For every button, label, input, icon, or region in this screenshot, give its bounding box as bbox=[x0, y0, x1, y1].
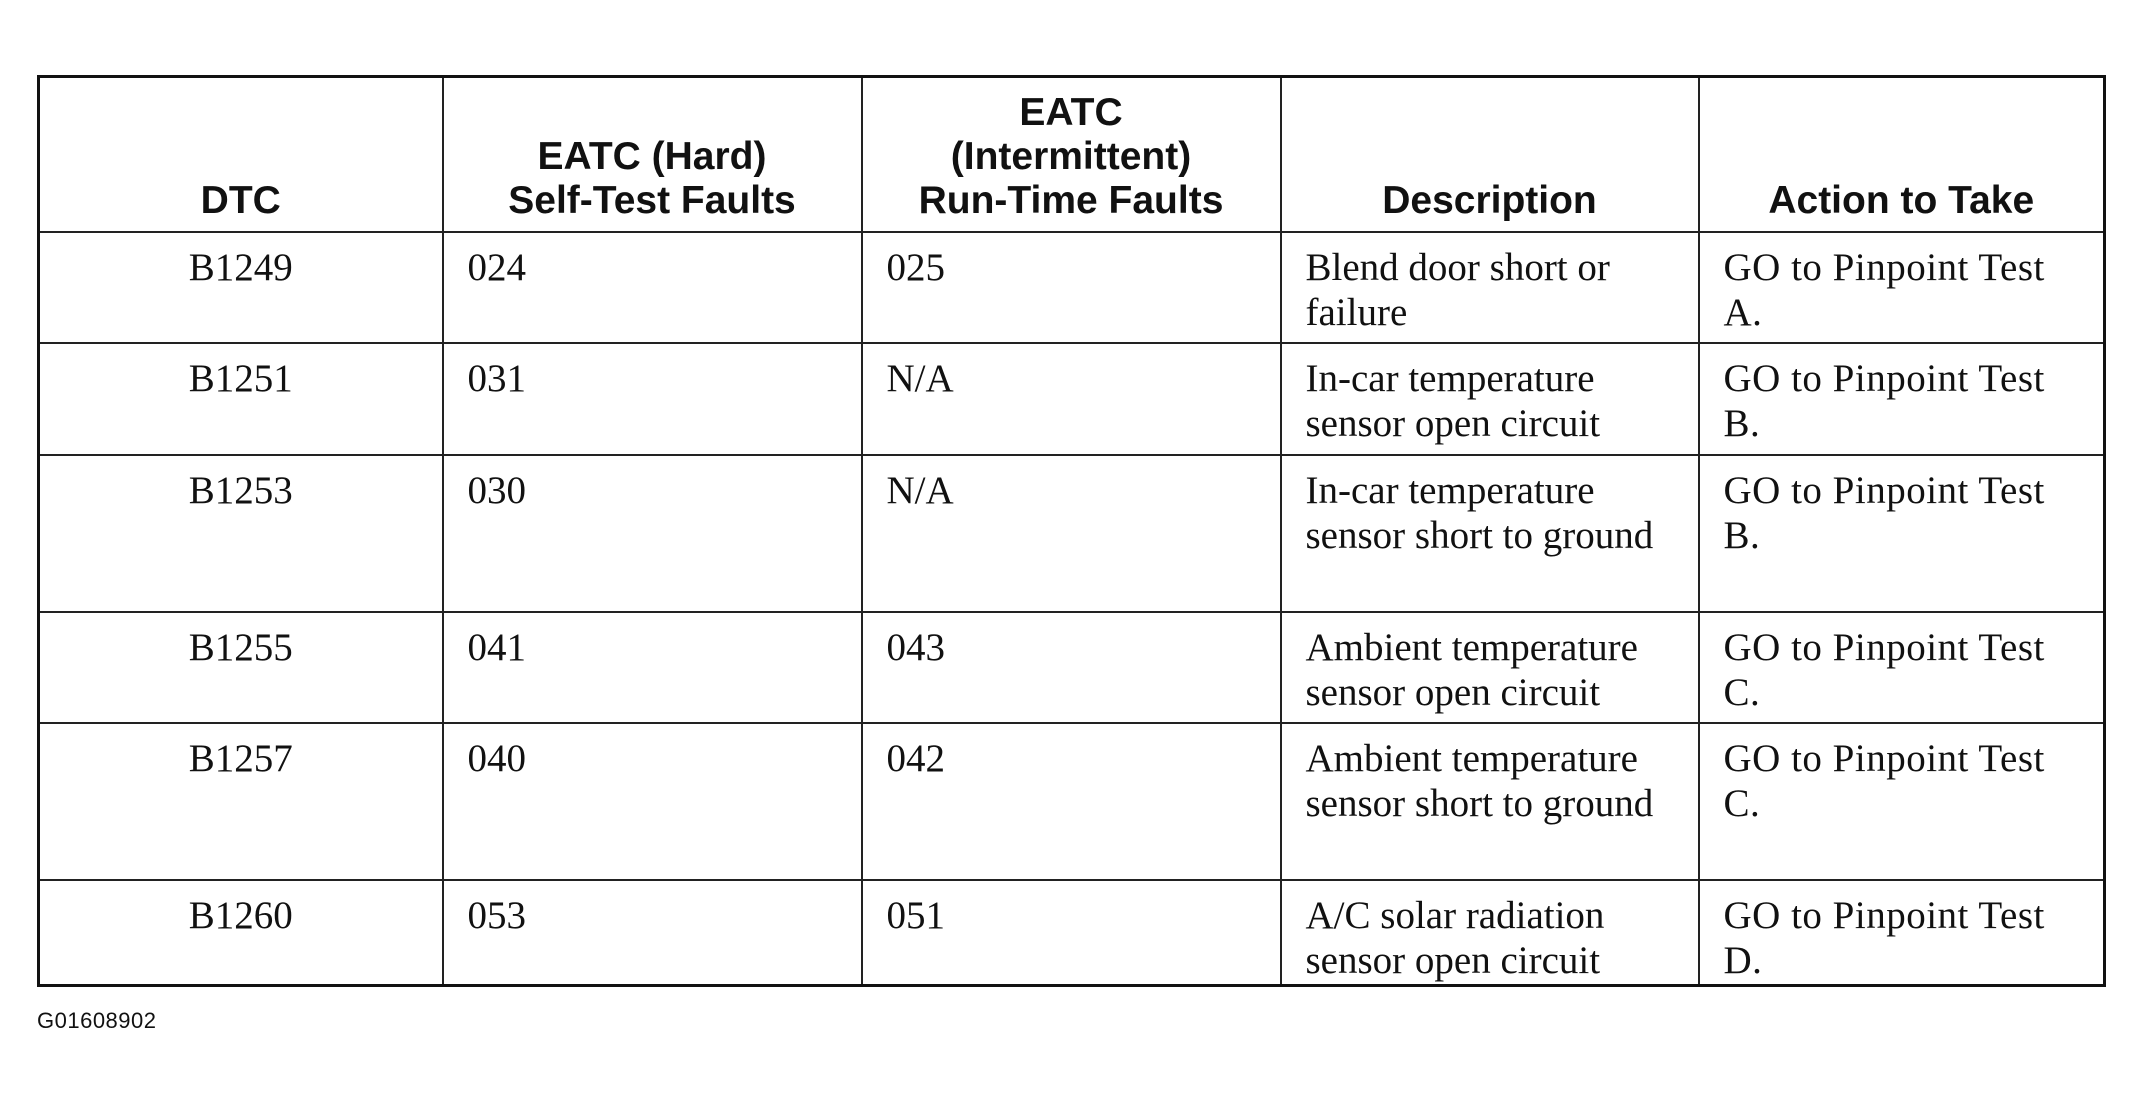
cell-description: In-car temperature sensor short to ground bbox=[1281, 455, 1699, 612]
cell-action: GO to Pinpoint Test C. bbox=[1699, 612, 2105, 724]
cell-hard-fault: 053 bbox=[443, 880, 862, 985]
figure-id-caption: G01608902 bbox=[37, 1008, 157, 1033]
cell-hard-fault: 031 bbox=[443, 343, 862, 455]
cell-description: A/C solar radiation sensor open circuit bbox=[1281, 880, 1699, 985]
table-row bbox=[39, 455, 2105, 612]
cell-intermittent-fault: 051 bbox=[862, 880, 1281, 985]
cell-action: GO to Pinpoint Test C. bbox=[1699, 723, 2105, 880]
table-row bbox=[39, 880, 2105, 985]
table-row bbox=[39, 612, 2105, 724]
cell-intermittent-fault: 043 bbox=[862, 612, 1281, 724]
cell-dtc: B1255 bbox=[39, 612, 443, 724]
cell-hard-fault: 040 bbox=[443, 723, 862, 880]
cell-hard-fault: 041 bbox=[443, 612, 862, 724]
header-description: Description bbox=[1281, 77, 1699, 232]
cell-hard-fault: 030 bbox=[443, 455, 862, 612]
cell-description: Ambient temperature sensor open circuit bbox=[1281, 612, 1699, 724]
cell-dtc: B1253 bbox=[39, 455, 443, 612]
header-intermittent-run-time-faults: EATC (Intermittent) Run-Time Faults bbox=[862, 77, 1281, 232]
cell-description: In-car temperature sensor open circuit bbox=[1281, 343, 1699, 455]
cell-action: GO to Pinpoint Test B. bbox=[1699, 455, 2105, 612]
cell-dtc: B1251 bbox=[39, 343, 443, 455]
cell-dtc: B1257 bbox=[39, 723, 443, 880]
table-row bbox=[39, 723, 2105, 880]
table-row bbox=[39, 343, 2105, 455]
cell-dtc: B1260 bbox=[39, 880, 443, 985]
header-row bbox=[39, 77, 2105, 232]
cell-action: GO to Pinpoint Test B. bbox=[1699, 343, 2105, 455]
dtc-table bbox=[37, 75, 2106, 987]
cell-hard-fault: 024 bbox=[443, 232, 862, 344]
header-hard-self-test-faults: EATC (Hard) Self-Test Faults bbox=[443, 77, 862, 232]
cell-action: GO to Pinpoint Test D. bbox=[1699, 880, 2105, 985]
cell-description: Ambient temperature sensor short to ground bbox=[1281, 723, 1699, 880]
cell-intermittent-fault: 042 bbox=[862, 723, 1281, 880]
cell-intermittent-fault: N/A bbox=[862, 455, 1281, 612]
cell-dtc: B1249 bbox=[39, 232, 443, 344]
cell-intermittent-fault: N/A bbox=[862, 343, 1281, 455]
header-dtc: DTC bbox=[39, 77, 443, 232]
header-action-to-take: Action to Take bbox=[1699, 77, 2105, 232]
cell-action: GO to Pinpoint Test A. bbox=[1699, 232, 2105, 344]
cell-description: Blend door short or failure bbox=[1281, 232, 1699, 344]
cell-intermittent-fault: 025 bbox=[862, 232, 1281, 344]
table-row bbox=[39, 232, 2105, 344]
